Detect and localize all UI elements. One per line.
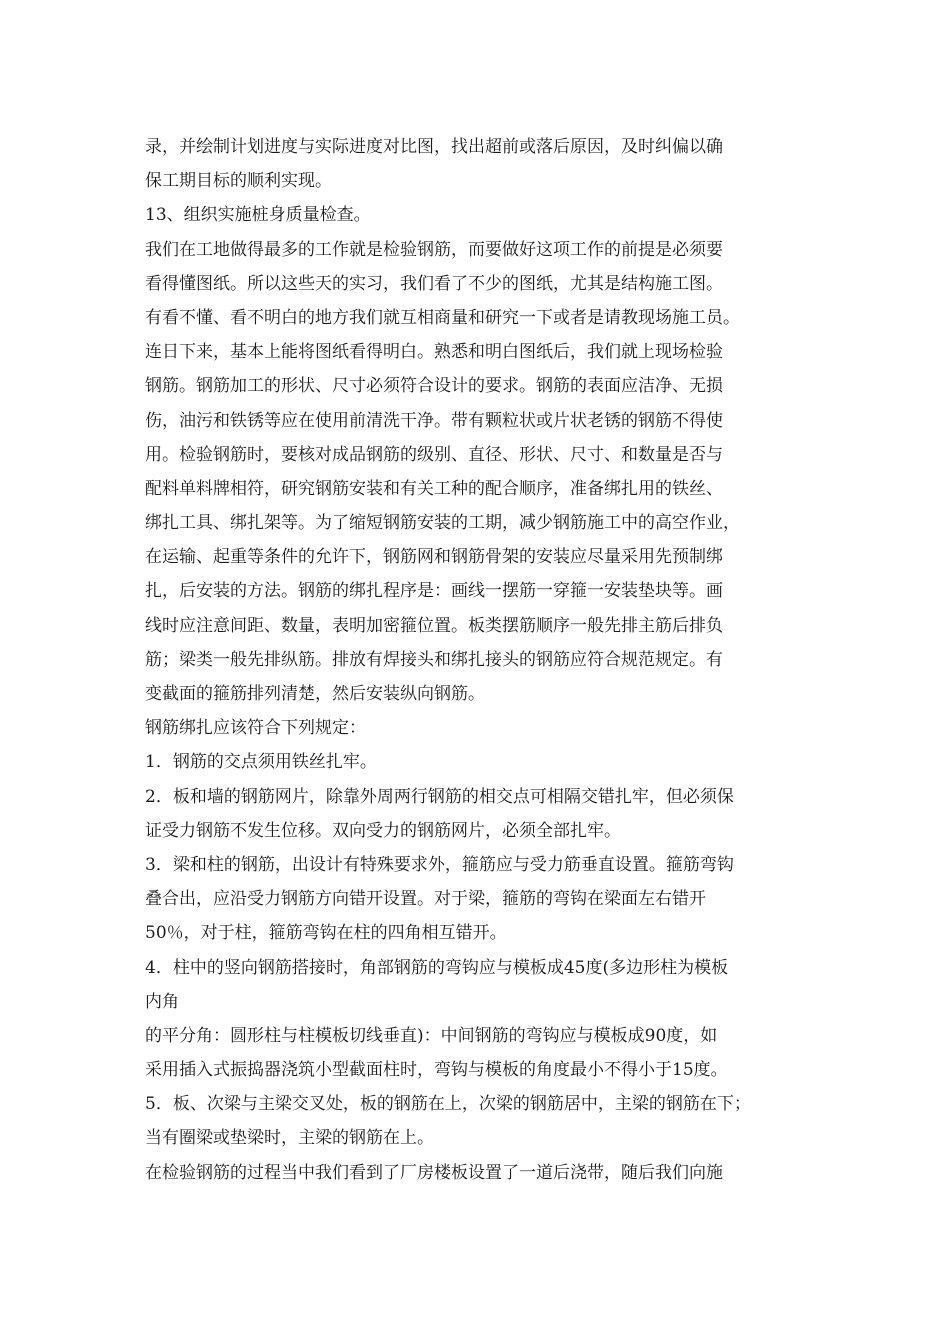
text-line: 3．梁和柱的钢筋，出设计有特殊要求外，箍筋应与受力筋垂直设置。箍筋弯钩 [145, 854, 734, 875]
text-line: 1．钢筋的交点须用铁丝扎牢。 [145, 752, 377, 773]
text-line: 我们在工地做得最多的工作就是检验钢筋，而要做好这项工作的前提是必须要 [145, 239, 723, 260]
text-line: 钢筋绑扎应该符合下列规定： [145, 718, 366, 739]
text-line: 有看不懂、看不明白的地方我们就互相商量和研究一下或者是请教现场施工员。 [145, 307, 740, 328]
text-line: 证受力钢筋不发生位移。双向受力的钢筋网片，必须全部扎牢。 [145, 820, 621, 841]
text-line: 13、组织实施桩身质量检查。 [145, 205, 371, 226]
text-line: 内角 [145, 991, 179, 1012]
text-line: 钢筋。钢筋加工的形状、尺寸必须符合设计的要求。钢筋的表面应洁净、无损 [145, 376, 723, 397]
text-line: 扎，后安装的方法。钢筋的绑扎程序是：画线一摆筋一穿箍一安装垫块等。画 [145, 581, 723, 602]
text-line: 50％，对于柱，箍筋弯钩在柱的四角相互错开。 [145, 923, 507, 944]
text-line: 2．板和墙的钢筋网片，除靠外周两行钢筋的相交点可相隔交错扎牢，但必须保 [145, 786, 734, 807]
text-line: 4．柱中的竖向钢筋搭接时，角部钢筋的弯钩应与模板成45度(多边形柱为模板 [145, 957, 729, 978]
text-line: 看得懂图纸。所以这些天的实习，我们看了不少的图纸，尤其是结构施工图。 [145, 273, 723, 294]
text-line: 在运输、起重等条件的允许下，钢筋网和钢筋骨架的安装应尽量采用先预制绑 [145, 547, 723, 568]
text-line: 5．板、次梁与主梁交叉处，板的钢筋在上，次梁的钢筋居中，主梁的钢筋在下； [145, 1094, 751, 1115]
body-text [145, 130, 825, 1190]
text-line: 伤，油污和铁锈等应在使用前清洗干净。带有颗粒状或片状老锈的钢筋不得使 [145, 410, 723, 431]
text-line: 线时应注意间距、数量，表明加密箍位置。板类摆筋顺序一般先排主筋后排负 [145, 615, 723, 636]
text-line: 配料单料牌相符，研究钢筋安装和有关工种的配合顺序，准备绑扎用的铁丝、 [145, 478, 723, 499]
text-line: 在检验钢筋的过程当中我们看到了厂房楼板设置了一道后浇带，随后我们向施 [145, 1162, 723, 1183]
text-line: 筋；梁类一般先排纵筋。排放有焊接头和绑扎接头的钢筋应符合规范规定。有 [145, 649, 723, 670]
text-line: 连日下来，基本上能将图纸看得明白。熟悉和明白图纸后，我们就上现场检验 [145, 342, 723, 363]
text-line: 采用插入式振捣器浇筑小型截面柱时，弯钩与模板的角度最小不得小于15度。 [145, 1060, 728, 1081]
text-line: 的平分角：圆形柱与柱模板切线垂直)：中间钢筋的弯钩应与模板成90度，如 [145, 1025, 718, 1046]
text-line: 绑扎工具、绑扎架等。为了缩短钢筋安装的工期，减少钢筋施工中的高空作业， [145, 513, 740, 534]
text-line: 变截面的箍筋排列清楚，然后安装纵向钢筋。 [145, 684, 485, 704]
text-line: 当有圈梁或垫梁时，主梁的钢筋在上。 [145, 1128, 434, 1149]
text-line: 叠合出，应沿受力钢筋方向错开设置。对于梁，箍筋的弯钩在梁面左右错开 [145, 889, 706, 910]
text-line: 保工期目标的顺利实现。 [145, 171, 332, 192]
text-line: 录，并绘制计划进度与实际进度对比图，找出超前或落后原因，及时纠偏以确 [145, 137, 723, 157]
text-line: 用。检验钢筋时，要核对成品钢筋的级别、直径、形状、尺寸、和数量是否与 [145, 444, 723, 465]
